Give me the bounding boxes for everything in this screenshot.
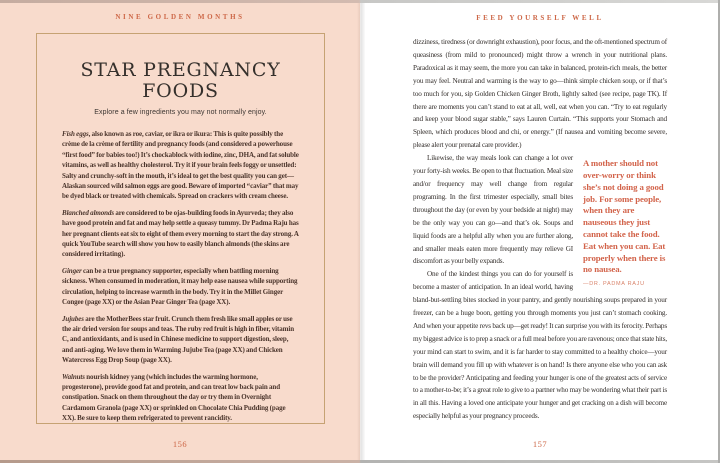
feature-title-line1: STAR PREGNANCY (80, 59, 281, 81)
left-running-head: NINE GOLDEN MONTHS (115, 13, 245, 21)
right-text-block (413, 36, 667, 423)
feature-paragraph-ginger (62, 266, 299, 308)
paragraph-text: can be a true pregnancy supporter, especially when battling morning sickness. When consumed in moderation, it may help ease nausea while supporting circulation, helping to increase warmth in the body. Try it in the Millet Ginger Congee (page XX) or the Asian Pear Ginger Tea (page XX). (62, 266, 298, 307)
pull-quote-text: A mother should not over-worry or think she’s not doing a good job. For some people, when they are nauseous they just cannot take the food. Eat when you can. Eat properly when there is no nausea. (583, 158, 666, 275)
feature-paragraph-walnuts (62, 372, 299, 424)
feature-body (62, 129, 299, 424)
page-edge-top (0, 0, 720, 3)
feature-paragraph-blanched-almonds (62, 208, 299, 260)
feature-subtitle: Explore a few ingredients you may not normally enjoy. (94, 109, 267, 116)
paragraph-text: are considered to be ojas-building foods in Ayurveda; they also have good protein and fat and may help settle a queasy tummy. Dr Padma Raju has her pregnant clients eat six to eight of them every morning to start the day strong. A quick YouTube search will show you how to easily blanch almonds (the skins are considered irritating). (62, 208, 299, 259)
paragraph-lead: Fish eggs (62, 130, 89, 138)
left-page-number: 156 (172, 439, 188, 449)
right-page (360, 0, 720, 463)
right-page-number: 157 (532, 439, 548, 449)
feature-box (36, 33, 325, 424)
right-running-head: FEED YOURSELF WELL (476, 14, 604, 22)
paragraph-lead: Blanched almonds (62, 208, 114, 217)
body-paragraph: dizziness, tiredness (or downright exhaustion), poor focus, and the oft-mentioned spectrum of queasiness (from mild to pronounced) might throw a wrench in your nutritional plans. Paradoxical as it may seem, the more you can take in balanced, protein-rich meals, the better you may feel. Neutral and warming is the way to go—think simple chicken soup, or if that’s too much for you, sip Golden Chicken Ginger Broth, lightly salted (see recipe, page TK). If there are moments you can’t stand to eat at all, well, eat when you can. “Try to eat regularly and keep your blood sugar stable,” says Lauren Curtain. “This supports your Stomach and Spleen, which produces blood and chi, or energy.” (If nausea and vomiting become severe, please alert your prenatal care provider.) (413, 38, 667, 150)
paragraph-text: are the MotherBees star fruit. Crunch them fresh like small apples or use the air dried version for soups and teas. The ruby red fruit is high in fiber, vitamin C, and antioxidants, and is used in Chinese medicine to support digestion, sleep, and anti-aging. We love them in Warming Jujube Tea (page XX) and Chicken Watercress Egg Drop Soup (page XX). (62, 314, 295, 365)
paragraph-text: , also known as roe, caviar, or ikra or ikura: This is quite possibly the crème de la crème of fertility and pregnancy foods (and considered a powerhouse “first food” for babies too!) It’s chockablock with iodine, zinc, DHA, and fat soluble vitamins, as well as healthy cholesterol. Try it if your brain feels foggy or unsettled: Salty and crunchy-soft in the mouth, it’s ideal to get the best quality you can get—Alaskan sourced wild salmon eggs are good. Beware of imported “caviar” that may be dyed black or treated with chemicals. Spread on crackers with cream cheese. (62, 130, 299, 201)
paragraph-lead: Jujubes (62, 314, 84, 323)
body-paragraph: Likewise, the way meals look can change a lot over your forty-ish weeks. Be open to that fluctuation. Meal size and/or frequency may well change from regular programing. In the first trimester especially, small bites throughout the day (or even by your bedside at night) may be the only way you can go—and that’s ok. Soups and liquid foods are a helpful ally when you are further along, and smaller meals eaten more frequently may relieve GI discomfort as your belly expands. (413, 154, 573, 266)
feature-title (62, 60, 299, 102)
feature-paragraph-fish-eggs (62, 129, 299, 202)
feature-paragraph-jujubes (62, 314, 299, 366)
paragraph-text: nourish kidney yang (which includes the warming hormone, progesterone), provide good fat and protein, and can treat low back pain and constipation. Snack on them throughout the day or try them in Overnight Cardamom Granola (page XX) or sprinkled on Chocolate Chia Pudding (page XX). Be sure to keep them refrigerated to prevent rancidity. (62, 372, 286, 423)
feature-title-line2: FOODS (142, 80, 219, 102)
pull-quote (583, 156, 667, 287)
body-paragraph: One of the kindest things you can do for yourself is become a master of anticipation. In an ideal world, having bland-but-settling bites stocked in your pantry, and gently nourishing soups prepared in your freezer, can be a huge boon, getting you through moments you just can’t stomach cooking. And when your appetite revs back up—get ready! It can surprise you with its ferocity. Perhaps my biggest advice is to prep a snack or a full meal before you are ravenous; once that state hits, your mind can start to swim, and it is far harder to stay committed to a healthy choice—your brain will demand you fill up with whatever is on hand! Is there anyone else who you can ask to be the provider? Anticipating and feeding your hunger is one of the greatest acts of service to a mother-to-be; it’s a great role to give to a partner who may be wondering what their part is in all this. Having a loved one anticipate your hunger and get cracking on a dish will become especially helpful as your pregnancy proceeds. (413, 270, 667, 421)
pull-quote-attribution: —DR. PADMA RAJU (583, 281, 645, 288)
paragraph-lead: Walnuts (62, 372, 85, 381)
spine-shadow (357, 0, 365, 463)
paragraph-lead: Ginger (62, 266, 82, 275)
